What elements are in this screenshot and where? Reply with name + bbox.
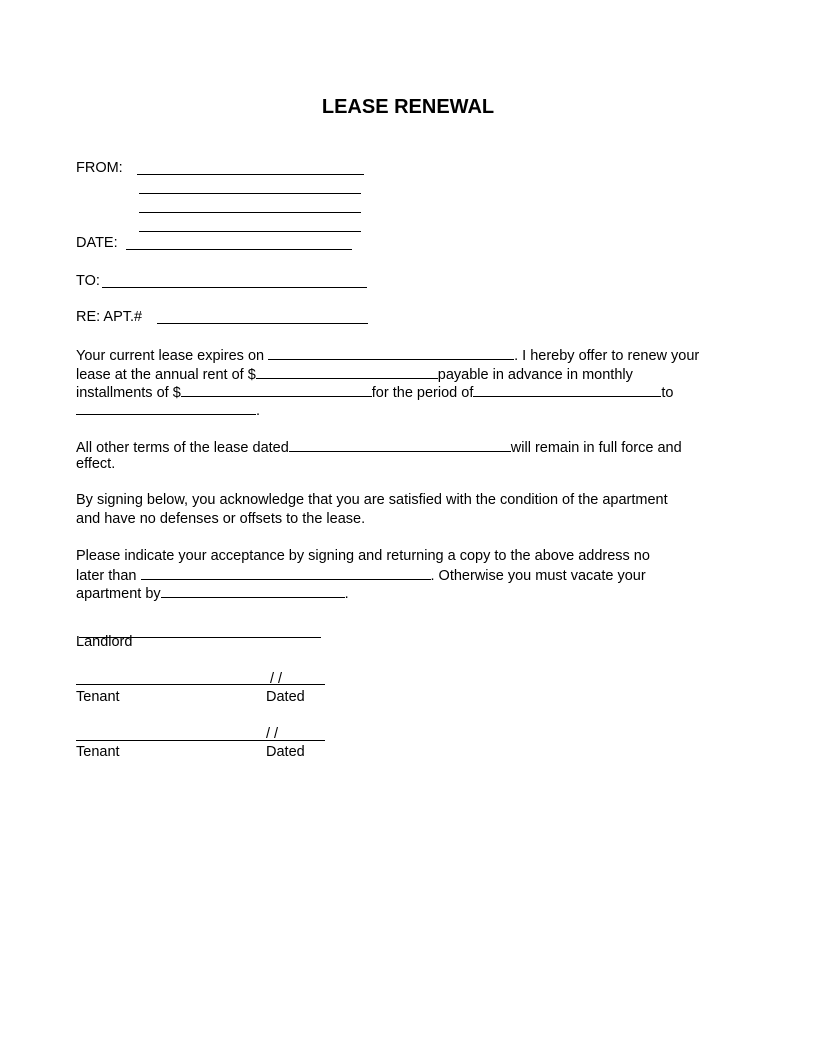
response-deadline-blank[interactable]: [141, 565, 431, 580]
date-label: DATE:: [76, 235, 118, 251]
para4-text-3: . Otherwise you must vacate your: [430, 568, 646, 584]
period-end-blank[interactable]: [76, 400, 256, 415]
tenant1-signature-line[interactable]: [76, 684, 325, 685]
installment-amount-blank[interactable]: [181, 382, 372, 397]
period-start-blank[interactable]: [473, 382, 661, 397]
para4-line1: Please indicate your acceptance by signing and returning a copy to the above address no: [76, 548, 650, 564]
tenant1-dated-label: Dated: [266, 689, 305, 705]
date-line[interactable]: [126, 249, 352, 250]
from-label: FROM:: [76, 160, 123, 176]
para2-text-3: effect.: [76, 456, 116, 472]
para4-text-4: apartment by: [76, 586, 161, 602]
landlord-label: Landlord: [76, 634, 133, 650]
para4-line2: [76, 565, 646, 585]
para1-text-2: . I hereby offer to renew your: [514, 348, 700, 364]
vacate-date-blank[interactable]: [161, 583, 345, 598]
tenant1-date-slashes: / /: [270, 671, 283, 687]
para2-text-2: will remain in full force and: [510, 440, 682, 456]
para1-line2: [76, 364, 633, 384]
from-line-4[interactable]: [139, 231, 361, 232]
from-line-2[interactable]: [139, 193, 361, 194]
lease-dated-blank[interactable]: [289, 437, 511, 452]
para1-text-8: .: [256, 403, 261, 419]
para1-text-3: lease at the annual rent of $: [76, 367, 256, 383]
para1-text-1: Your current lease expires on: [76, 348, 265, 364]
from-line-3[interactable]: [139, 212, 361, 213]
para1-line4: [76, 400, 260, 420]
tenant2-signature-line[interactable]: [76, 740, 325, 741]
annual-rent-blank[interactable]: [256, 364, 438, 379]
tenant1-label: Tenant: [76, 689, 120, 705]
para1-line3: [76, 382, 673, 402]
para4-text-2: later than: [76, 568, 137, 584]
para2-text-1: All other terms of the lease dated: [76, 440, 289, 456]
para1-line1: [76, 345, 699, 365]
tenant2-label: Tenant: [76, 744, 120, 760]
from-line-1[interactable]: [137, 174, 364, 175]
para1-text-4: payable in advance in monthly: [437, 367, 633, 383]
tenant2-dated-label: Dated: [266, 744, 305, 760]
apt-number-line[interactable]: [157, 323, 368, 324]
para2-line1: [76, 437, 682, 457]
para3-line1: By signing below, you acknowledge that you are satisfied with the condition of the apartment: [76, 492, 668, 508]
re-apt-label: RE: APT.#: [76, 309, 143, 325]
lease-expiry-blank[interactable]: [268, 345, 514, 360]
para1-text-7: to: [661, 385, 674, 401]
to-line[interactable]: [102, 287, 367, 288]
tenant2-date-slashes: / /: [266, 726, 279, 742]
para4-line3: [76, 583, 349, 603]
para1-text-5: installments of $: [76, 385, 181, 401]
para4-text-5: .: [344, 586, 349, 602]
to-label: TO:: [76, 273, 100, 289]
para3-line2: and have no defenses or offsets to the lease.: [76, 511, 366, 527]
para1-text-6: for the period of: [371, 385, 474, 401]
document-title: LEASE RENEWAL: [321, 96, 495, 118]
